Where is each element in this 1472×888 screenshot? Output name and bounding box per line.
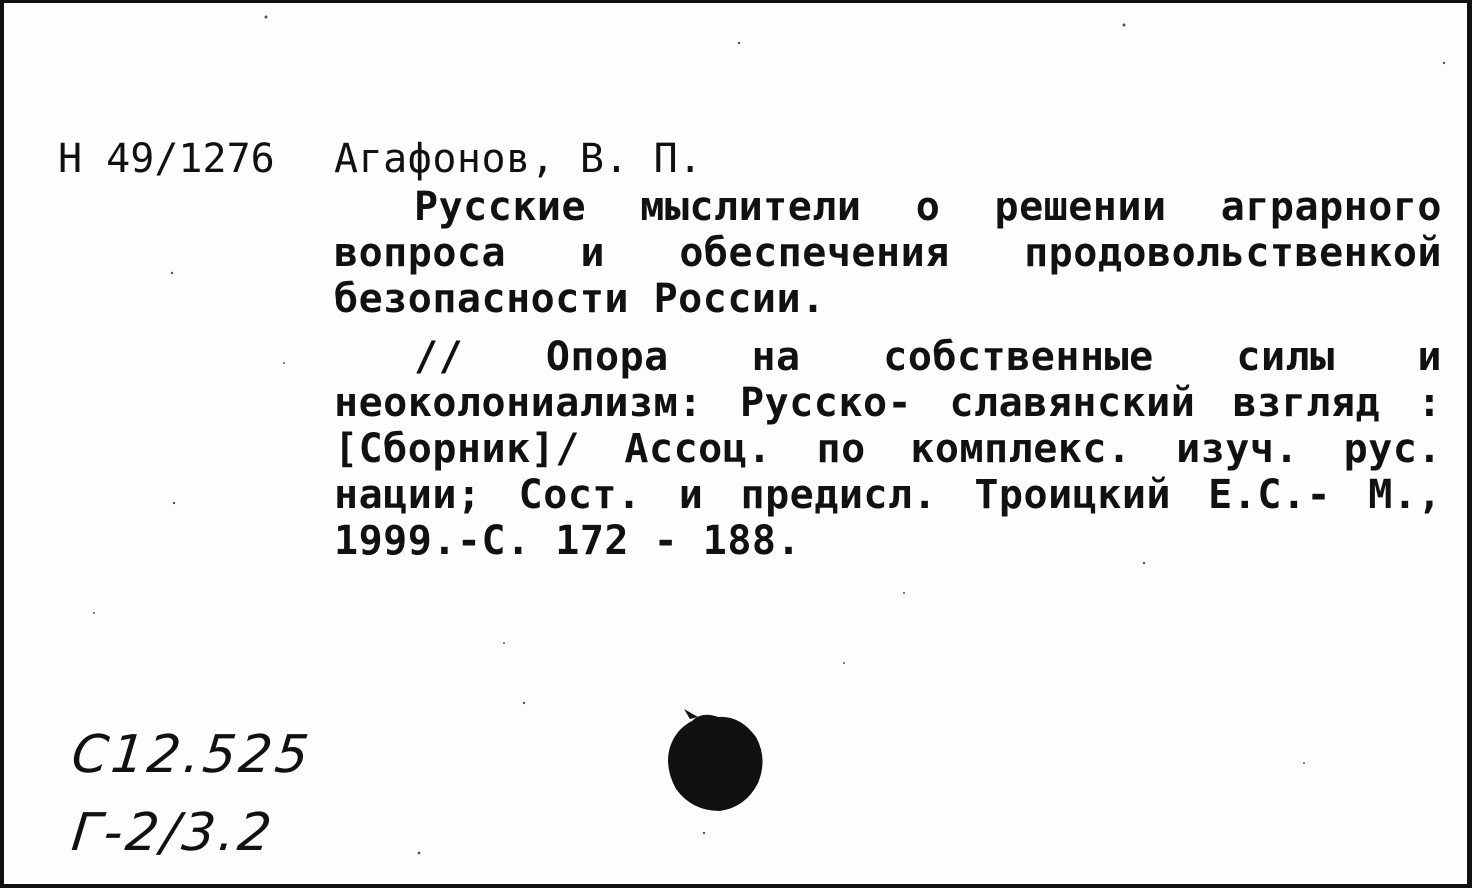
punch-hole-icon <box>662 707 772 817</box>
shelf-mark: Н 49/1276 <box>58 136 275 182</box>
source-paragraph: // Опора на собственные силы и неоколониализм: Русско- славянский взгляд : [Сборник]/ Ассоц. по комплекс. изуч. рус. нации; Сост. и предисл. Троицкий Е.С.- М., 1999.-С. 172 - 188. <box>334 334 1442 564</box>
handwritten-class-number: С12.525 <box>68 725 315 785</box>
handwritten-code: Г-2/3.2 <box>68 803 278 863</box>
author-heading: Агафонов, В. П. <box>334 136 703 182</box>
title-paragraph: Русские мыслители о решении аграрного вопроса и обеспечения продовольственкой безопасности России. <box>334 184 1442 322</box>
